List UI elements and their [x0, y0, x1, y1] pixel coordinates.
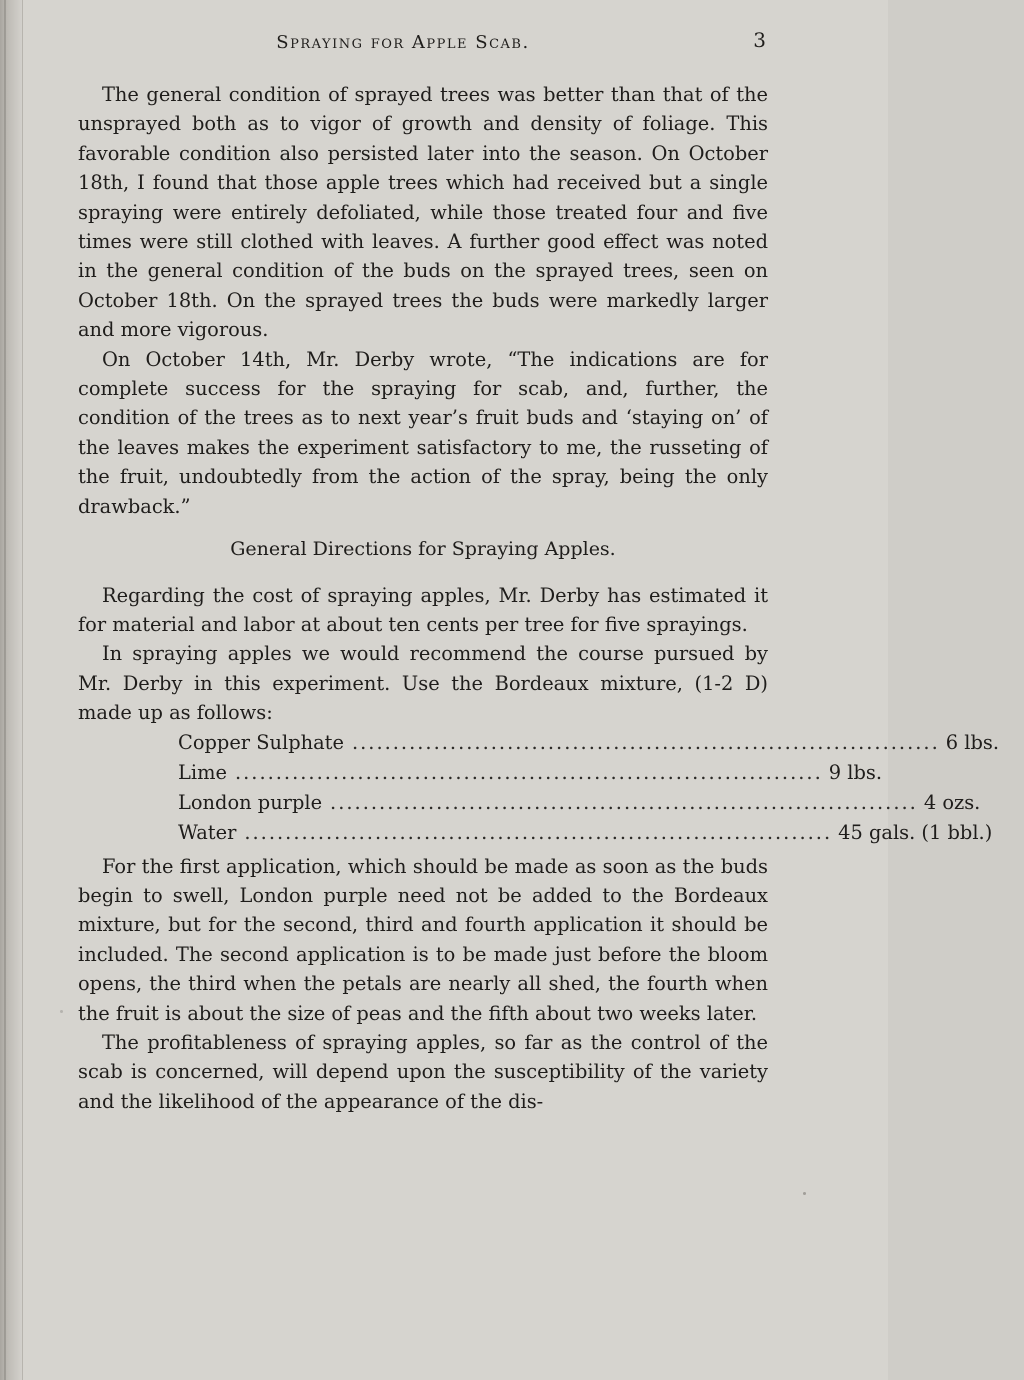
dot-leader: ........................................................................: [244, 820, 833, 844]
page-binding-edge: [0, 0, 23, 1380]
paper-speck: [60, 1010, 63, 1013]
dot-leader: ........................................................................: [330, 790, 918, 814]
page-header: [70, 28, 776, 58]
formula-ingredient: Lime: [178, 760, 227, 784]
formula-ingredient: London purple: [178, 790, 323, 814]
formula-amount: 9 lbs.: [828, 760, 882, 784]
formula-amount: 4 ozs.: [923, 790, 981, 814]
body-text: [78, 80, 999, 1116]
formula-ingredient: Copper Sulphate: [178, 730, 344, 754]
section-heading: General Directions for Spraying Apples.: [230, 538, 616, 561]
running-head: Spraying for Apple Scab.: [276, 32, 530, 53]
formula-row: [178, 728, 999, 758]
paragraph-derby-letter: On October 14th, Mr. Derby wrote, “The indications are for complete success for the spraying for scab, and, further, the condition of the trees as to next year’s fruit buds and ‘staying on’ of the leaves makes the experiment satisfactory to me, the russeting of the fruit, undoubtedly from the action of the spray, being the only drawback.”: [78, 347, 768, 518]
paragraph-sprayed-trees-condition: The general condition of sprayed trees was better than that of the unsprayed both as to vigor of growth and density of foliage. This favorable condition also persisted later into the season. On October 18th, I found that those apple trees which had received but a single spraying were entirely defoliated, while those treated four and five times were still clothed with leaves. A further good effect was noted in the general condition of the buds on the sprayed trees, seen on October 18th. On the sprayed trees the buds were markedly larger and more vigorous.: [78, 83, 768, 342]
bordeaux-formula-list: [178, 728, 999, 848]
formula-amount: 6 lbs.: [945, 730, 999, 754]
formula-row: [178, 758, 882, 788]
dot-leader: ........................................................................: [351, 730, 940, 754]
paper-speck: [803, 1192, 806, 1195]
dot-leader: ........................................................................: [234, 760, 823, 784]
page-number: 3: [753, 28, 766, 52]
formula-row: [178, 788, 981, 818]
formula-ingredient: Water: [178, 820, 237, 844]
formula-row: [178, 818, 993, 848]
paragraph-recommendation: In spraying apples we would recommend the course pursued by Mr. Derby in this experiment. Use the Bordeaux mixture, (1-2 D) made up as follows:: [78, 642, 768, 725]
paragraph-profitableness: The profitableness of spraying apples, so far as the control of the scab is concerned, will depend upon the susceptibility of the variety and the likelihood of the appearance of the dis-: [78, 1030, 768, 1113]
paragraph-cost: Regarding the cost of spraying apples, Mr. Derby has estimated it for material and labor at about ten cents per tree for five sprayings.: [78, 583, 768, 636]
paragraph-application-schedule: For the first application, which should be made as soon as the buds begin to swell, London purple need not be added to the Bordeaux mixture, but for the second, third and fourth application it should be included. The second application is to be made just before the bloom opens, the third when the petals are nearly all shed, the fourth when the fruit is about the size of peas and the fifth about two weeks later.: [78, 854, 768, 1025]
formula-amount: 45 gals. (1 bbl.): [838, 820, 993, 844]
